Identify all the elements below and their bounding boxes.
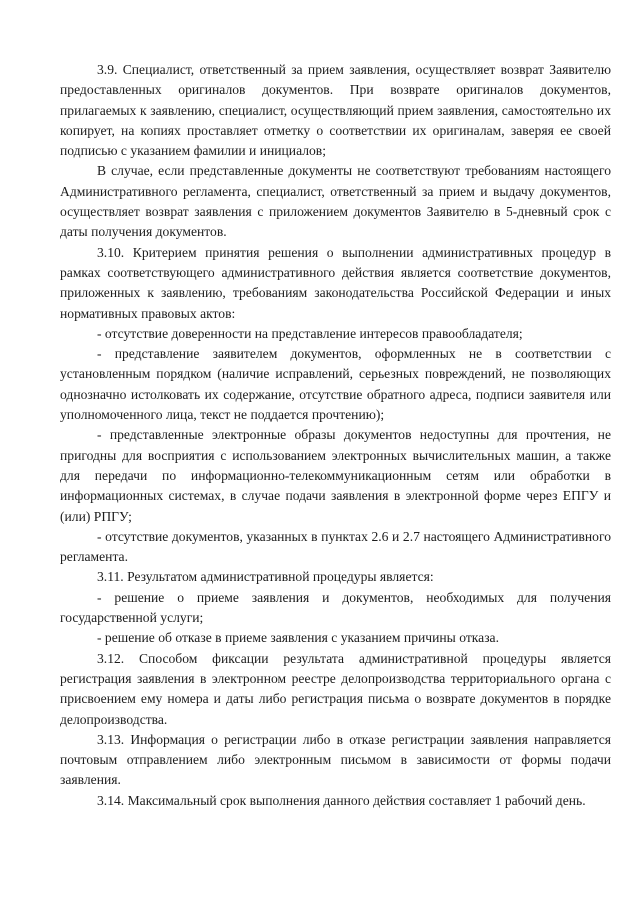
list-item-no-power-of-attorney: - отсутствие доверенности на представление интересов правообладателя; (97, 325, 523, 341)
paragraph-3-12: 3.12. Способом фиксации результата административной процедуры является регистрация заявления в электронном реестре делопроизводства территориального органа с присвоением ему номера и даты либо регистрация письма о возврате документов в порядке делопроизводства. (60, 650, 611, 727)
list-item-improper-documents: - представление заявителем документов, оформленных не в соответствии с установленным порядком (наличие исправлений, серьезных повреждений, не позволяющих однозначно истолковать их содержание, отсутствие обратного адреса, подписи заявителя или уполномоченного лица, текст не поддается прочтению); (60, 346, 611, 423)
paragraph-3-11: 3.11. Результатом административной процедуры является: (97, 569, 434, 585)
paragraph-return-documents: В случае, если представленные документы не соответствуют требованиям настоящего Административного регламента, специалист, ответственный за прием и выдачу документов, осуществляет возврат заявления с приложением документов Заявителю в 5-дневный срок с даты получения документов. (60, 163, 611, 240)
list-item-missing-documents: - отсутствие документов, указанных в пунктах 2.6 и 2.7 настоящего Административного регламента. (60, 528, 611, 565)
list-item-decision-accept: - решение о приеме заявления и документов, необходимых для получения государственной услуги; (60, 589, 611, 626)
paragraph-3-9: 3.9. Специалист, ответственный за прием заявления, осуществляет возврат Заявителю предоставленных оригиналов документов. При возврате оригиналов документов, прилагаемых к заявлению, специалист, осуществляющий прием заявления, самостоятельно их копирует, на копиях проставляет отметку о соответствии их оригиналам, заверяя ее своей подписью с указанием фамилии и инициалов; (60, 62, 611, 159)
list-item-unreadable-electronic-images: - представленные электронные образы документов недоступны для прочтения, не пригодны для восприятия с использованием электронных вычислительных машин, а также для передачи по информационно-телекоммуникационным сетям или обработки в информационных системах, в случае подачи заявления в электронной форме через ЕПГУ и (или) РПГУ; (60, 427, 611, 524)
paragraph-3-14: 3.14. Максимальный срок выполнения данного действия составляет 1 рабочий день. (97, 792, 586, 808)
list-item-decision-refuse: - решение об отказе в приеме заявления с указанием причины отказа. (97, 630, 499, 646)
paragraph-3-10: 3.10. Критерием принятия решения о выполнении административных процедур в рамках соответствующего административного действия является соответствие документов, приложенных к заявлению, требованиям законодательства Российской Федерации и иных нормативных правовых актов: (60, 244, 611, 321)
paragraph-3-13: 3.13. Информация о регистрации либо в отказе регистрации заявления направляется почтовым отправлением либо электронным письмом в зависимости от формы подачи заявления. (60, 731, 611, 788)
document-page (60, 60, 611, 811)
